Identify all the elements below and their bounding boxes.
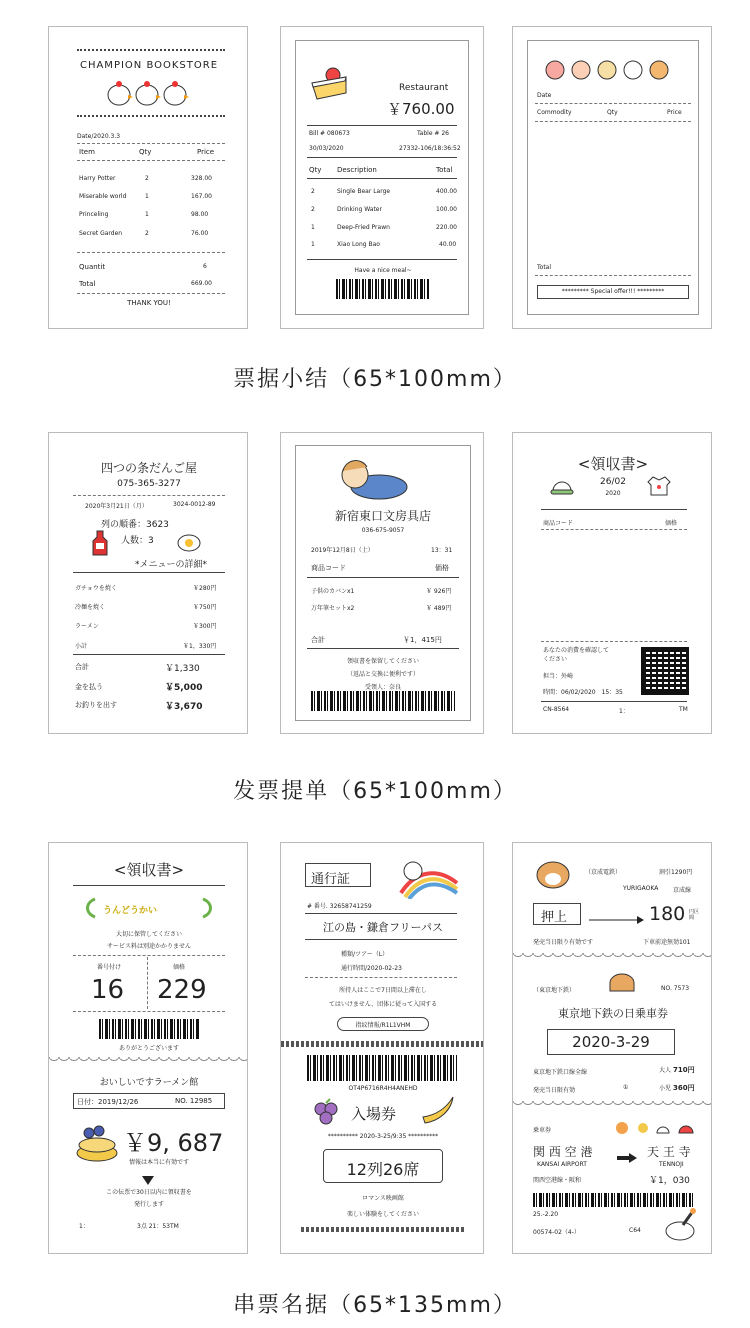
quantity-label: Quantit (79, 263, 106, 271)
pass-note-1: 所持人はここで7日間以上滞在し (339, 987, 427, 994)
item-price: 76.00 (191, 230, 209, 237)
pass-title: 通行証 (311, 872, 351, 887)
item-qty: 2 (145, 175, 149, 182)
seat-number: 12列26席 (346, 1160, 420, 1179)
item-name: 冷麺を焼く (75, 604, 106, 611)
divider (77, 160, 225, 161)
item-price: 167.00 (191, 193, 212, 200)
commodity-label: Commodity (537, 109, 572, 116)
divider (307, 577, 459, 578)
ticket-date: 2020-3-29 (572, 1033, 650, 1051)
pass-time: 通行時間/2020-02-23 (341, 965, 402, 972)
menu-heading: *メニューの詳細* (135, 560, 208, 570)
sleeping-girl-icon (333, 455, 413, 501)
adult-label: 大人 (659, 1067, 672, 1074)
subway-name: （東京地下鉄） (533, 987, 576, 994)
station-to-en: TENNOJI (659, 1161, 684, 1168)
item-desc: Xiao Long Bao (337, 241, 380, 248)
pancake-icon (75, 1119, 119, 1165)
entry-title: 入場券 (351, 1105, 397, 1123)
order-code: 3024-0012-89 (173, 501, 216, 508)
bill-number: Bill # 080673 (309, 130, 350, 137)
bread-icon (607, 973, 637, 995)
total-label: 合計 (311, 636, 325, 644)
item-price: ￥750円 (193, 604, 217, 611)
receipt-year: 2020 (605, 490, 621, 497)
confirm-text: あなたの消費を確認して ください (543, 647, 610, 663)
dango-receipt (48, 432, 248, 734)
shop-tel: 075-365-3277 (117, 479, 181, 489)
adult-fare: 710円 (673, 1066, 695, 1074)
caption: 串票名据（65*135mm） (233, 1293, 517, 1318)
divider (305, 913, 457, 914)
col-qty: Qty (309, 166, 322, 174)
bill-date: 30/03/2020 (309, 145, 344, 152)
divider (541, 641, 687, 642)
divider (535, 103, 691, 104)
pass-kind: 種類/ツアー（L） (341, 951, 389, 958)
item-price: ￥1，330円 (183, 643, 217, 650)
divider (73, 654, 225, 655)
item-total: 220.00 (436, 224, 457, 231)
tm-mark: TM (679, 706, 688, 713)
col-desc: Description (337, 166, 377, 174)
dog-icon (533, 855, 573, 891)
fingerprint-info: 指紋情報/R1L1VHM (355, 1022, 411, 1029)
divider (307, 178, 457, 179)
egg-icon (177, 534, 201, 552)
wreath-icon (199, 897, 215, 919)
train-ticket (512, 842, 712, 1254)
receipt-date: Date/2020.3.3 (77, 133, 121, 140)
valid-note: 情報は本当に有効です (129, 1159, 190, 1166)
divider (77, 49, 225, 51)
to-line: 京成線 (673, 887, 692, 894)
wreath-icon (83, 897, 99, 919)
arrow-icon (589, 910, 645, 920)
animals-icon (543, 57, 683, 81)
station-to: 天 王 寺 (647, 1145, 691, 1159)
divider (73, 885, 225, 886)
total-value: ￥1，415円 (403, 636, 442, 644)
item-total: 40.00 (439, 241, 457, 248)
col-price: 価格 (665, 520, 678, 527)
divider (307, 648, 459, 649)
receipt-title: <領収書> (577, 455, 649, 473)
divider (535, 121, 691, 122)
item-name: 小計 (75, 643, 88, 650)
item-price: 328.00 (191, 175, 212, 182)
event-badge: うんどうかい (103, 906, 158, 916)
item-desc: Deep-Fried Prawn (337, 224, 390, 231)
weather-icon (613, 1119, 697, 1137)
item-price: ￥280円 (193, 585, 217, 592)
from-station: YURIGAOKA (623, 885, 659, 892)
sum-value: ￥3,670 (165, 702, 203, 712)
total-label: Total (537, 264, 552, 271)
item-name: ガチョウを焼く (75, 585, 117, 592)
divider (73, 955, 225, 956)
cake-icon (309, 67, 349, 103)
item-qty: 1 (311, 224, 315, 231)
pass-note-2: てはいけません、団体に従って入国する (328, 1001, 438, 1008)
rainbow-icon (391, 857, 461, 899)
col-code: 商品コード (543, 520, 574, 527)
number-label: 番号付け (97, 964, 122, 971)
item-desc: Single Bear Large (337, 188, 391, 195)
divider (541, 529, 687, 530)
fare-unit: 円区間 (689, 909, 700, 921)
date-label: Date (537, 92, 552, 99)
receipt-title: <領収書> (113, 861, 185, 879)
table-number: Table # 26 (417, 130, 449, 137)
shop-name: おいしいですラーメン館 (99, 1078, 199, 1088)
item-name: Princeling (79, 211, 109, 218)
item-desc: Drinking Water (337, 206, 382, 213)
perforation (281, 1041, 484, 1047)
item-total: 100.00 (436, 206, 457, 213)
station-from: 関 西 空 港 (533, 1145, 593, 1159)
store-name: CHAMPION BOOKSTORE (79, 60, 219, 71)
pass-number: # 番号. 32658741259 (307, 903, 372, 910)
divider (73, 495, 225, 496)
child-fare: 360円 (673, 1084, 695, 1092)
code-c64: C64 (629, 1227, 641, 1234)
ride-label: 乗車券 (533, 1127, 552, 1134)
all-lines: 東京地下鉄口線全線 (533, 1069, 588, 1076)
divider (73, 1011, 225, 1012)
note-keep: 領収書を保留してください (346, 658, 419, 665)
divider (73, 572, 225, 573)
thanks-text: ありがとうございます (118, 1045, 179, 1052)
item-price: ￥ 489円 (426, 605, 452, 612)
sum-value: ￥1,330 (165, 664, 200, 674)
restaurant-receipt (280, 26, 484, 329)
today-note: 発売当日限有効 (533, 1087, 576, 1094)
divider (77, 143, 225, 144)
enjoy-text: 楽しい体験をしてください (346, 1211, 419, 1218)
item-name: ラーメン (75, 623, 99, 630)
tear-line (49, 1057, 248, 1063)
painter-icon (663, 1207, 697, 1241)
offer-text: ********* Special offer!!! ********* (561, 288, 665, 295)
circle-number: ① (623, 1084, 629, 1091)
ticket-price: ￥1，030 (649, 1176, 690, 1186)
price-value: 229 (157, 975, 207, 1005)
col-total: Total (436, 166, 453, 174)
note-service: サービス料は別途かかりません (106, 943, 191, 950)
item-qty: 2 (311, 188, 315, 195)
stationery-receipt (280, 432, 484, 734)
divider (305, 977, 457, 978)
thanks-text: THANK YOU! (127, 299, 171, 307)
total-amount: ￥9, 687 (123, 1129, 224, 1157)
receipt-no: NO. 12985 (175, 1097, 213, 1105)
total-value: 669.00 (191, 280, 212, 287)
station-push: 押上 (541, 910, 568, 925)
cinema-name: ロマンス映画館 (362, 1195, 404, 1202)
route-lines: 関西空港線・阪和 (533, 1177, 582, 1184)
people-count: 人数：3 (121, 536, 154, 546)
discount: 割引1290円 (659, 869, 693, 876)
caption: 票据小结（65*100mm） (233, 367, 517, 392)
arrow-icon (617, 1148, 637, 1158)
stop-note: 下車前途無効101 (643, 939, 691, 946)
note-return: （返品と交換に便利です） (346, 671, 419, 678)
tear-line (513, 953, 712, 959)
receipt-date: 日付：2019/12/26 (77, 1098, 139, 1106)
shop-name: 四つの条だんご屋 (100, 461, 197, 475)
bookstore-receipt (48, 26, 248, 329)
footer-counter: 1： (79, 1223, 89, 1230)
ryoshusho-receipt (512, 432, 712, 734)
station-from-en: KANSAI AIRPORT (537, 1161, 587, 1168)
item-qty: 1 (311, 241, 315, 248)
child-label: 小児 (659, 1085, 672, 1092)
line-name: （京成電鉄） (585, 869, 622, 876)
barcode (99, 1019, 199, 1039)
ticket-name: 東京地下鉄の日乗車券 (558, 1007, 668, 1020)
shop-name: 新宿東口文房具店 (334, 509, 431, 523)
item-qty: 1 (145, 193, 149, 200)
banana-icon (419, 1093, 459, 1129)
restaurant-title: Restaurant (399, 83, 449, 93)
entry-date: ********** 2020-3-25/9:35 ********** (327, 1133, 439, 1140)
price-label: 価格 (173, 964, 186, 971)
item-name: Secret Garden (79, 230, 123, 237)
receipt-frame (527, 40, 699, 315)
divider (541, 701, 687, 702)
item-name: 万年筆セットx2 (311, 605, 355, 612)
item-price: 98.00 (191, 211, 209, 218)
staff-name: 受領人：奈良 (364, 684, 401, 691)
shop-tel: 036-675-9057 (361, 527, 405, 534)
sum-value: ￥5,000 (165, 683, 203, 693)
item-price: ￥300円 (193, 623, 217, 630)
cn-code: CN-8564 (543, 706, 570, 713)
divider (541, 509, 687, 510)
sum-label: お釣りを出す (75, 701, 117, 709)
total-label: Total (79, 280, 96, 288)
sum-label: 金を払う (75, 683, 103, 691)
ticket-no: NO. 7573 (661, 985, 690, 992)
qty-label: Qty (607, 109, 618, 116)
note-keep: 大切に保管してください (115, 931, 182, 938)
column-divider (147, 957, 148, 1009)
down-arrow-icon (142, 1171, 154, 1181)
grape-icon (311, 1097, 341, 1129)
item-qty: 2 (145, 230, 149, 237)
issue-code: 00574-02（4-） (533, 1229, 580, 1236)
divider (77, 252, 225, 253)
col-price: 価格 (435, 564, 449, 572)
divider (535, 275, 691, 276)
footer-time: 3点 21：53TM (137, 1223, 179, 1230)
item-qty: 1 (145, 211, 149, 218)
caption: 发票提单（65*100mm） (233, 779, 517, 804)
barcode (533, 1193, 693, 1207)
qr-code (641, 647, 689, 695)
perforation (301, 1227, 465, 1232)
staff-name: 担当：外崎 (543, 673, 574, 680)
col-item: Item (79, 148, 95, 156)
divider (307, 259, 457, 260)
order-date: 2020年3月21日（月） (85, 503, 148, 510)
bill-time: 27332-106/18:36:52 (399, 145, 461, 152)
divider (307, 125, 457, 126)
note-issue-2: 発行します (133, 1201, 164, 1208)
divider (307, 157, 457, 158)
counter: 1： (619, 708, 629, 715)
valid-note: 発売当日限り有効です (533, 939, 594, 946)
receipt-date: 2019年12月8日（土） (311, 547, 374, 554)
tear-line (513, 1101, 712, 1107)
item-total: 400.00 (436, 188, 457, 195)
amount: ￥760.00 (387, 100, 455, 118)
fare: 180 (649, 903, 686, 925)
shirt-icon (647, 473, 671, 497)
pass-ticket (280, 842, 484, 1254)
item-price: ￥ 926円 (426, 588, 452, 595)
item-name: Miserable world (79, 193, 127, 200)
item-name: Harry Potter (79, 175, 116, 182)
blank-receipt (512, 26, 712, 329)
item-name: 子供のカバンx1 (311, 588, 355, 595)
receipt-time: 13：31 (431, 547, 453, 554)
divider (305, 939, 457, 940)
receipt-date: 26/02 (600, 477, 626, 487)
price-label: Price (667, 109, 682, 116)
barcode (336, 279, 430, 299)
sum-label: 合計 (75, 663, 89, 671)
ramen-receipt (48, 842, 248, 1254)
chicken-icon (104, 77, 194, 107)
receipt-time: 時間：06/02/2020 15：35 (543, 689, 623, 696)
item-qty: 2 (311, 206, 315, 213)
barcode-text: OT4P6716R4H4ANEHD (348, 1085, 418, 1092)
divider (77, 115, 225, 117)
number-value: 16 (91, 975, 125, 1005)
order-number: 列の順番：3623 (101, 520, 169, 530)
col-price: Price (197, 148, 215, 156)
footer-text: Have a nice meal~ (354, 267, 412, 274)
quantity-value: 6 (203, 263, 207, 270)
issue-date: 25.-2.20 (533, 1211, 559, 1218)
barcode (307, 1055, 457, 1081)
pass-name: 江の島・鎌倉フリーパス (322, 921, 443, 934)
barcode (311, 691, 455, 711)
ketchup-icon (89, 529, 115, 559)
col-code: 商品コード (311, 564, 346, 572)
divider (77, 293, 225, 294)
col-qty: Qty (139, 148, 152, 156)
note-issue: この伝票で30日以内に領収書を (106, 1189, 192, 1196)
